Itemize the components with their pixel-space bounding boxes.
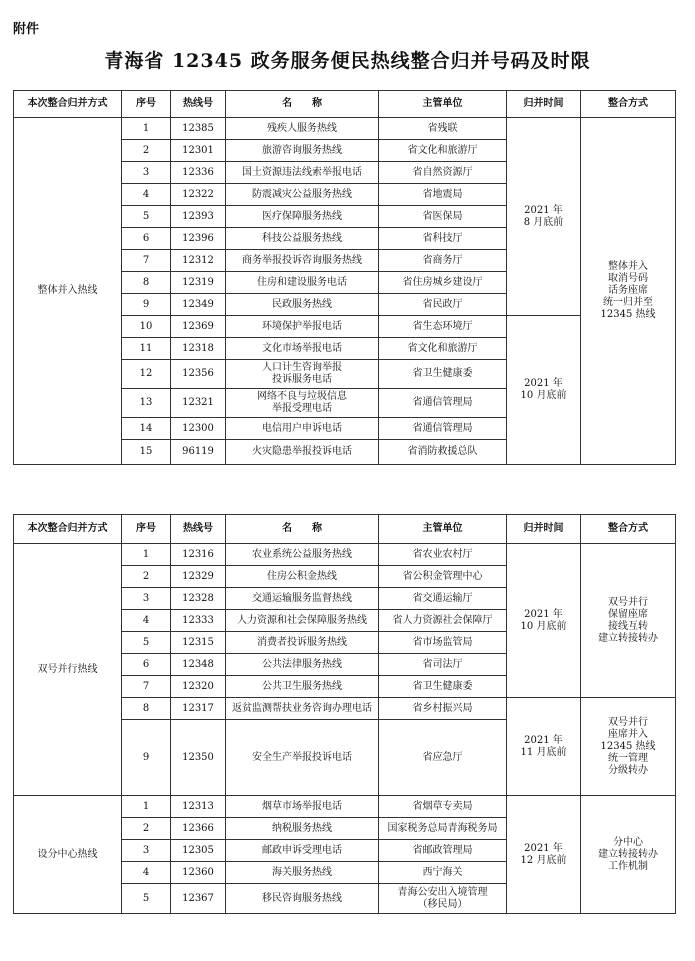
hotline-name: 交通运输服务监督热线 (226, 588, 379, 610)
row-number: 1 (122, 544, 171, 566)
managing-unit: 省农业农村厅 (379, 544, 507, 566)
hotline-name: 环境保护举报电话 (226, 316, 379, 338)
managing-unit: 省消防救援总队 (379, 440, 507, 465)
hotline-name: 农业系统公益服务热线 (226, 544, 379, 566)
header-name: 名 称 (226, 91, 379, 118)
table-row (14, 796, 676, 818)
hotline-number: 12320 (171, 676, 226, 698)
managing-unit: 青海公安出入境管理 （移民局） (379, 884, 507, 914)
row-number: 4 (122, 610, 171, 632)
table-row (14, 544, 676, 566)
hotline-number: 12322 (171, 184, 226, 206)
row-number: 2 (122, 566, 171, 588)
hotline-number: 12396 (171, 228, 226, 250)
hotline-table-1 (13, 90, 676, 465)
merge-category: 双号并行热线 (14, 544, 122, 796)
managing-unit: 省医保局 (379, 206, 507, 228)
hotline-name: 住房公积金热线 (226, 566, 379, 588)
row-number: 11 (122, 338, 171, 360)
hotline-name: 消费者投诉服务热线 (226, 632, 379, 654)
row-number: 3 (122, 162, 171, 184)
hotline-number: 12305 (171, 840, 226, 862)
row-number: 10 (122, 316, 171, 338)
header-hotline: 热线号 (171, 91, 226, 118)
managing-unit: 省人力资源社会保障厅 (379, 610, 507, 632)
hotline-name: 邮政申诉受理电话 (226, 840, 379, 862)
managing-unit: 省地震局 (379, 184, 507, 206)
managing-unit: 省交通运输厅 (379, 588, 507, 610)
managing-unit: 省乡村振兴局 (379, 698, 507, 720)
row-number: 6 (122, 654, 171, 676)
managing-unit: 省卫生健康委 (379, 360, 507, 389)
hotline-number: 12369 (171, 316, 226, 338)
hotline-name: 人力资源和社会保障服务热线 (226, 610, 379, 632)
merge-time: 2021 年 10 月底前 (507, 316, 581, 465)
hotline-number: 12321 (171, 389, 226, 418)
row-number: 5 (122, 884, 171, 914)
hotline-name: 网络不良与垃圾信息 举报受理电话 (226, 389, 379, 418)
hotline-number: 12313 (171, 796, 226, 818)
hotline-name: 残疾人服务热线 (226, 118, 379, 140)
table-header-row (14, 515, 676, 544)
row-number: 8 (122, 272, 171, 294)
row-number: 8 (122, 698, 171, 720)
managing-unit: 省自然资源厅 (379, 162, 507, 184)
merge-category: 整体并入热线 (14, 118, 122, 465)
row-number: 2 (122, 140, 171, 162)
hotline-number: 12356 (171, 360, 226, 389)
hotline-name: 人口计生咨询举报 投诉服务电话 (226, 360, 379, 389)
managing-unit: 省民政厅 (379, 294, 507, 316)
hotline-name: 民政服务热线 (226, 294, 379, 316)
hotline-name: 火灾隐患举报投诉电话 (226, 440, 379, 465)
header-time: 归并时间 (507, 515, 581, 544)
header-unit: 主管单位 (379, 91, 507, 118)
merge-method: 整体并入 取消号码 话务座席 统一归并至 12345 热线 (581, 118, 676, 465)
row-number: 14 (122, 418, 171, 440)
hotline-name: 纳税服务热线 (226, 818, 379, 840)
table-row (14, 118, 676, 140)
hotline-name: 住房和建设服务电话 (226, 272, 379, 294)
managing-unit: 省商务厅 (379, 250, 507, 272)
row-number: 13 (122, 389, 171, 418)
hotline-name: 医疗保障服务热线 (226, 206, 379, 228)
managing-unit: 省文化和旅游厅 (379, 338, 507, 360)
hotline-name: 科技公益服务热线 (226, 228, 379, 250)
attachment-label: 附件 (13, 22, 40, 37)
row-number: 2 (122, 818, 171, 840)
hotline-number: 12336 (171, 162, 226, 184)
header-unit: 主管单位 (379, 515, 507, 544)
managing-unit: 省通信管理局 (379, 418, 507, 440)
page-title: 青海省 12345 政务服务便民热线整合归并号码及时限 (104, 50, 591, 72)
managing-unit: 省残联 (379, 118, 507, 140)
header-method-type: 本次整合归并方式 (14, 515, 122, 544)
managing-unit: 省文化和旅游厅 (379, 140, 507, 162)
hotline-number: 12328 (171, 588, 226, 610)
managing-unit: 西宁海关 (379, 862, 507, 884)
header-no: 序号 (122, 91, 171, 118)
merge-category: 设分中心热线 (14, 796, 122, 914)
hotline-name: 返贫监测帮扶业务咨询办理电话 (226, 698, 379, 720)
hotline-name: 商务举报投诉咨询服务热线 (226, 250, 379, 272)
row-number: 7 (122, 250, 171, 272)
hotline-number: 12319 (171, 272, 226, 294)
managing-unit: 省市场监管局 (379, 632, 507, 654)
merge-method: 双号并行 保留座席 接线互转 建立转接转办 (581, 544, 676, 698)
hotline-number: 12329 (171, 566, 226, 588)
managing-unit: 省通信管理局 (379, 389, 507, 418)
row-number: 1 (122, 118, 171, 140)
hotline-name: 安全生产举报投诉电话 (226, 720, 379, 796)
managing-unit: 省生态环境厅 (379, 316, 507, 338)
table-header-row (14, 91, 676, 118)
hotline-number: 12385 (171, 118, 226, 140)
row-number: 15 (122, 440, 171, 465)
row-number: 9 (122, 720, 171, 796)
header-no: 序号 (122, 515, 171, 544)
hotline-name: 公共卫生服务热线 (226, 676, 379, 698)
hotline-name: 防震减灾公益服务热线 (226, 184, 379, 206)
merge-time: 2021 年 8 月底前 (507, 118, 581, 316)
row-number: 5 (122, 206, 171, 228)
managing-unit: 省卫生健康委 (379, 676, 507, 698)
managing-unit: 省应急厅 (379, 720, 507, 796)
hotline-name: 文化市场举报电话 (226, 338, 379, 360)
hotline-number: 12317 (171, 698, 226, 720)
row-number: 9 (122, 294, 171, 316)
hotline-number: 12367 (171, 884, 226, 914)
hotline-number: 96119 (171, 440, 226, 465)
header-hotline: 热线号 (171, 515, 226, 544)
merge-time: 2021 年 11 月底前 (507, 698, 581, 796)
header-method: 整合方式 (581, 515, 676, 544)
managing-unit: 省公积金管理中心 (379, 566, 507, 588)
header-name: 名 称 (226, 515, 379, 544)
hotline-number: 12318 (171, 338, 226, 360)
row-number: 4 (122, 184, 171, 206)
merge-time: 2021 年 12 月底前 (507, 796, 581, 914)
merge-method: 双号并行 座席并入 12345 热线 统一管理 分级转办 (581, 698, 676, 796)
row-number: 3 (122, 840, 171, 862)
hotline-number: 12315 (171, 632, 226, 654)
row-number: 7 (122, 676, 171, 698)
hotline-name: 移民咨询服务热线 (226, 884, 379, 914)
header-method: 整合方式 (581, 91, 676, 118)
hotline-name: 旅游咨询服务热线 (226, 140, 379, 162)
hotline-number: 12360 (171, 862, 226, 884)
merge-method: 分中心 建立转接转办 工作机制 (581, 796, 676, 914)
hotline-name: 公共法律服务热线 (226, 654, 379, 676)
row-number: 12 (122, 360, 171, 389)
managing-unit: 省司法厅 (379, 654, 507, 676)
header-time: 归并时间 (507, 91, 581, 118)
hotline-name: 海关服务热线 (226, 862, 379, 884)
managing-unit: 省科技厅 (379, 228, 507, 250)
hotline-number: 12300 (171, 418, 226, 440)
hotline-name: 国土资源违法线索举报电话 (226, 162, 379, 184)
hotline-number: 12349 (171, 294, 226, 316)
hotline-table-2 (13, 514, 676, 914)
row-number: 4 (122, 862, 171, 884)
hotline-number: 12350 (171, 720, 226, 796)
row-number: 3 (122, 588, 171, 610)
hotline-number: 12312 (171, 250, 226, 272)
row-number: 1 (122, 796, 171, 818)
hotline-number: 12333 (171, 610, 226, 632)
managing-unit: 省住房城乡建设厅 (379, 272, 507, 294)
hotline-number: 12393 (171, 206, 226, 228)
hotline-name: 电信用户申诉电话 (226, 418, 379, 440)
header-method-type: 本次整合归并方式 (14, 91, 122, 118)
row-number: 5 (122, 632, 171, 654)
hotline-number: 12348 (171, 654, 226, 676)
row-number: 6 (122, 228, 171, 250)
managing-unit: 国家税务总局青海税务局 (379, 818, 507, 840)
hotline-number: 12301 (171, 140, 226, 162)
hotline-number: 12316 (171, 544, 226, 566)
hotline-name: 烟草市场举报电话 (226, 796, 379, 818)
managing-unit: 省邮政管理局 (379, 840, 507, 862)
hotline-number: 12366 (171, 818, 226, 840)
managing-unit: 省烟草专卖局 (379, 796, 507, 818)
merge-time: 2021 年 10 月底前 (507, 544, 581, 698)
